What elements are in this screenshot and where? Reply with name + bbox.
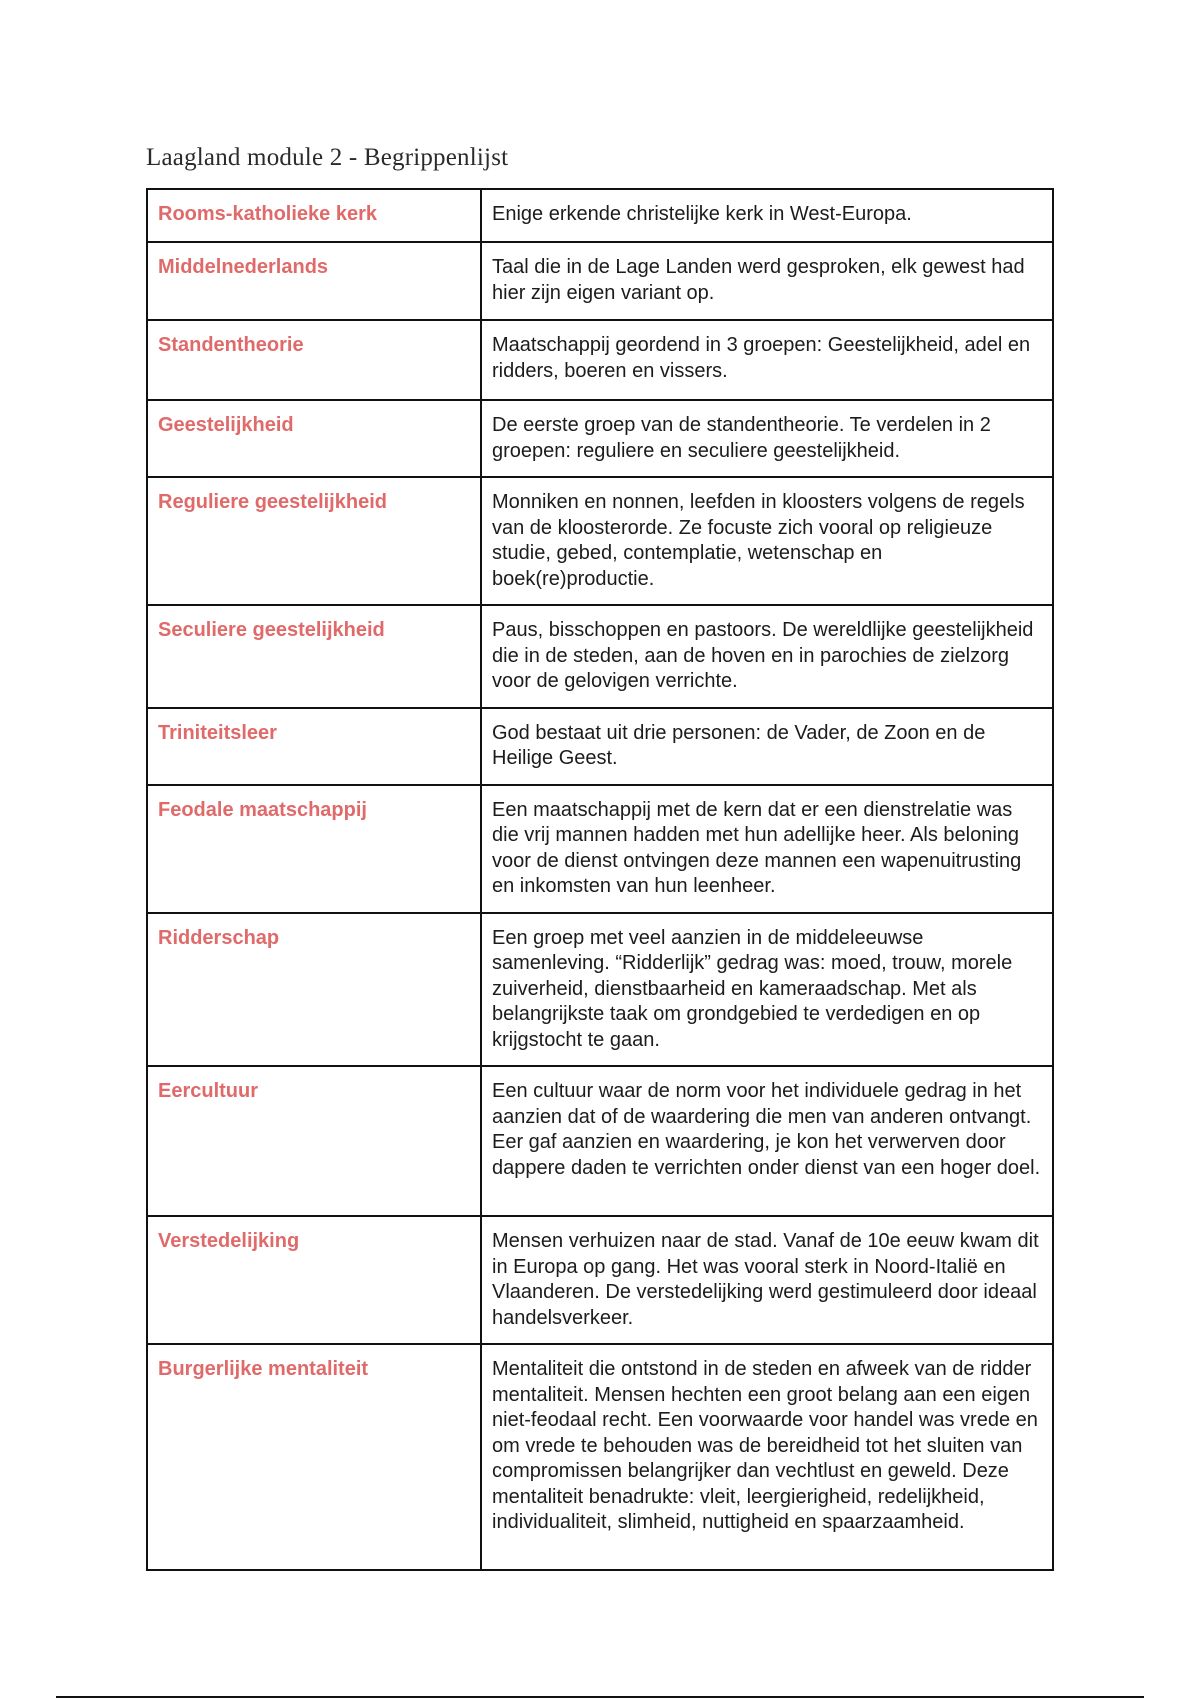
glossary-definition: Enige erkende christelijke kerk in West-Europa. <box>481 189 1053 242</box>
glossary-row <box>147 605 1053 708</box>
glossary-term: Rooms-katholieke kerk <box>147 189 481 242</box>
glossary-definition: God bestaat uit drie personen: de Vader, de Zoon en de Heilige Geest. <box>481 708 1053 785</box>
glossary-row <box>147 785 1053 913</box>
glossary-row <box>147 320 1053 400</box>
glossary-definition: De eerste groep van de standentheorie. Te verdelen in 2 groepen: reguliere en seculiere geestelijkheid. <box>481 400 1053 477</box>
glossary-term: Middelnederlands <box>147 242 481 320</box>
glossary-term: Triniteitsleer <box>147 708 481 785</box>
glossary-definition: Paus, bisschoppen en pastoors. De wereldlijke geestelijkheid die in de steden, aan de hoven en in parochies de zielzorg voor de gelovigen verrichte. <box>481 605 1053 708</box>
glossary-row <box>147 477 1053 605</box>
glossary-row <box>147 913 1053 1067</box>
glossary-table <box>146 188 1054 1571</box>
glossary-row <box>147 242 1053 320</box>
glossary-term: Standentheorie <box>147 320 481 400</box>
glossary-term: Reguliere geestelijkheid <box>147 477 481 605</box>
glossary-term: Burgerlijke mentaliteit <box>147 1344 481 1570</box>
glossary-row <box>147 1344 1053 1570</box>
glossary-definition: Een maatschappij met de kern dat er een dienstrelatie was die vrij mannen hadden met hun adellijke heer. Als beloning voor de dienst ontvingen deze mannen een wapenuitrusting en inkomsten van hun leenheer. <box>481 785 1053 913</box>
glossary-row <box>147 1216 1053 1344</box>
glossary-term: Ridderschap <box>147 913 481 1067</box>
glossary-row <box>147 400 1053 477</box>
glossary-row <box>147 1066 1053 1216</box>
glossary-term: Seculiere geestelijkheid <box>147 605 481 708</box>
glossary-definition: Een cultuur waar de norm voor het individuele gedrag in het aanzien dat of de waardering die men van anderen ontvangt. Eer gaf aanzien en waardering, je kon het verwerven door dappere daden te verrichten onder dienst van een hoger doel. <box>481 1066 1053 1216</box>
glossary-definition: Mentaliteit die ontstond in de steden en afweek van de ridder mentaliteit. Mensen hechten een groot belang aan een eigen niet-feodaal recht. Een voorwaarde voor handel was vrede en om vrede te behouden was de bereidheid tot het sluiten van compromissen belangrijker dan vechtlust en geweld. Deze mentaliteit benadrukte: vleit, leergierigheid, redelijkheid, individualiteit, slimheid, nuttigheid en spaarzaamheid. <box>481 1344 1053 1570</box>
glossary-definition: Maatschappij geordend in 3 groepen: Geestelijkheid, adel en ridders, boeren en vissers. <box>481 320 1053 400</box>
glossary-term: Eercultuur <box>147 1066 481 1216</box>
glossary-row <box>147 189 1053 242</box>
glossary-definition: Een groep met veel aanzien in de middeleeuwse samenleving. “Ridderlijk” gedrag was: moed, trouw, morele zuiverheid, dienstbaarheid en kameraadschap. Met als belangrijkste taak om grondgebied te verdedigen en op krijgstocht te gaan. <box>481 913 1053 1067</box>
glossary-definition: Monniken en nonnen, leefden in kloosters volgens de regels van de kloosterorde. Ze focuste zich vooral op religieuze studie, gebed, contemplatie, wetenschap en boek(re)productie. <box>481 477 1053 605</box>
page-bottom-divider <box>56 1696 1144 1698</box>
glossary-term: Feodale maatschappij <box>147 785 481 913</box>
glossary-definition: Taal die in de Lage Landen werd gesproken, elk gewest had hier zijn eigen variant op. <box>481 242 1053 320</box>
glossary-row <box>147 708 1053 785</box>
glossary-term: Verstedelijking <box>147 1216 481 1344</box>
page-title: Laagland module 2 - Begrippenlijst <box>146 144 509 171</box>
glossary-term: Geestelijkheid <box>147 400 481 477</box>
glossary-definition: Mensen verhuizen naar de stad. Vanaf de 10e eeuw kwam dit in Europa op gang. Het was vooral sterk in Noord-Italië en Vlaanderen. De verstedelijking werd gestimuleerd door ideaal handelsverkeer. <box>481 1216 1053 1344</box>
